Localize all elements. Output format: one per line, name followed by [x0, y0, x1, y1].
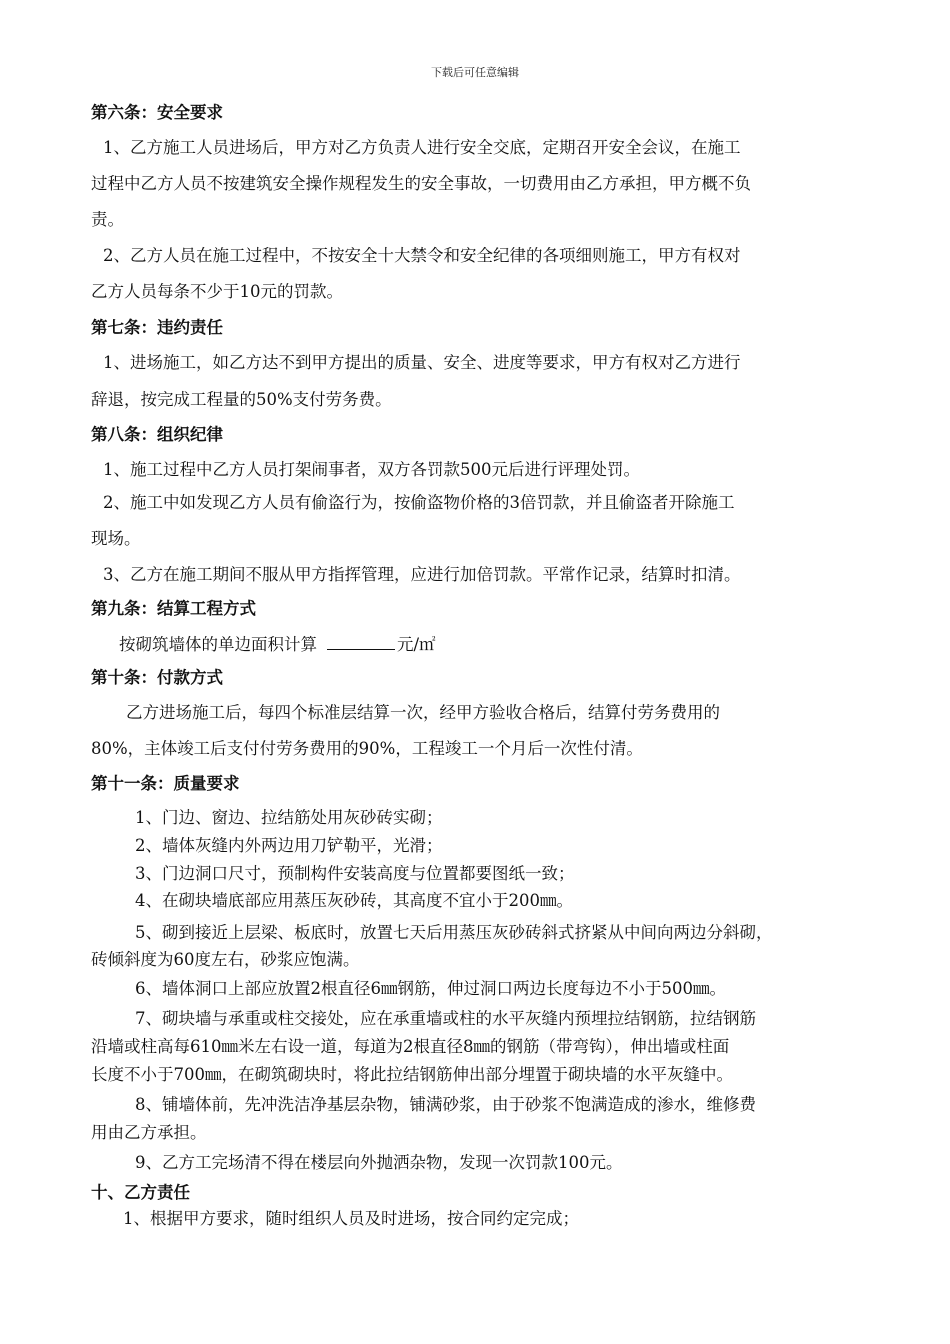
section-10-title: 第十条：付款方式 — [91, 668, 223, 687]
quality-item-6: 6、墙体洞口上部应放置2根直径6㎜钢筋，伸过洞口两边长度每边不小于500㎜。 — [135, 979, 726, 998]
quality-item-8-line2: 用由乙方承担。 — [91, 1123, 207, 1142]
page-header: 下载后可任意编辑 — [431, 66, 519, 79]
section-9-p1-unit: 元/㎡ — [397, 635, 436, 654]
quality-item-5-line2: 砖倾斜度为60度左右，砂浆应饱满。 — [91, 950, 360, 969]
section-11-title: 第十一条：质量要求 — [91, 774, 240, 793]
section-9-p1-text: 按砌筑墙体的单边面积计算 — [119, 635, 317, 654]
section-10-p1-line1: 乙方进场施工后，每四个标准层结算一次，经甲方验收合格后，结算付劳务费用的 — [126, 703, 720, 722]
section-8-title: 第八条：组织纪律 — [91, 425, 223, 444]
section-9-title: 第九条：结算工程方式 — [91, 599, 256, 618]
quality-item-9: 9、乙方工完场清不得在楼层向外抛洒杂物，发现一次罚款100元。 — [135, 1153, 623, 1172]
section-12-title: 十、乙方责任 — [91, 1183, 190, 1202]
section-7-p1-line2: 辞退，按完成工程量的50%支付劳务费。 — [91, 390, 392, 409]
quality-item-8-line1: 8、铺墙体前，先冲洗洁净基层杂物，铺满砂浆，由于砂浆不饱满造成的渗水，维修费 — [135, 1095, 756, 1114]
section-6-p1-line2: 过程中乙方人员不按建筑安全操作规程发生的安全事故，一切费用由乙方承担，甲方概不负 — [91, 174, 751, 193]
section-10-p1-line2: 80%，主体竣工后支付付劳务费用的90%，工程竣工一个月后一次性付清。 — [91, 739, 643, 758]
section-8-p3: 3、乙方在施工期间不服从甲方指挥管理，应进行加倍罚款。平常作记录，结算时扣清。 — [103, 565, 741, 584]
quality-item-7-line2: 沿墙或柱高每610㎜米左右设一道，每道为2根直径8㎜的钢筋（带弯钩），伸出墙或柱面 — [91, 1037, 730, 1056]
section-6-p2-line2: 乙方人员每条不少于10元的罚款。 — [91, 282, 343, 301]
quality-item-7-line3: 长度不小于700㎜，在砌筑砌块时，将此拉结钢筋伸出部分埋置于砌块墙的水平灰缝中。 — [91, 1065, 733, 1084]
section-7-title: 第七条：违约责任 — [91, 318, 223, 337]
quality-item-1: 1、门边、窗边、拉结筋处用灰砂砖实砌； — [135, 808, 443, 827]
quality-item-3: 3、门边洞口尺寸，预制构件安装高度与位置都要图纸一致； — [135, 864, 575, 883]
section-8-p2-line1: 2、施工中如发现乙方人员有偷盗行为，按偷盗物价格的3倍罚款，并且偷盗者开除施工 — [103, 493, 735, 512]
section-6-p2-line1: 2、乙方人员在施工过程中，不按安全十大禁令和安全纪律的各项细则施工，甲方有权对 — [103, 246, 741, 265]
section-6-p1-line3: 责。 — [91, 210, 124, 229]
section-8-p2-line2: 现场。 — [91, 529, 141, 548]
quality-item-2: 2、墙体灰缝内外两边用刀铲勒平，光滑； — [135, 836, 443, 855]
section-8-p1: 1、施工过程中乙方人员打架闹事者，双方各罚款500元后进行评理处罚。 — [103, 460, 640, 479]
quality-item-5-line1: 5、砌到接近上层梁、板底时，放置七天后用蒸压灰砂砖斜式挤紧从中间向两边分斜砌， — [135, 923, 773, 942]
section-6-p1-line1: 1、乙方施工人员进场后，甲方对乙方负责人进行安全交底，定期召开安全会议，在施工 — [103, 138, 741, 157]
section-6-title: 第六条：安全要求 — [91, 103, 223, 122]
section-12-p1: 1、根据甲方要求，随时组织人员及时进场，按合同约定完成； — [123, 1209, 579, 1228]
price-blank — [327, 633, 395, 650]
section-7-p1-line1: 1、进场施工，如乙方达不到甲方提出的质量、安全、进度等要求，甲方有权对乙方进行 — [103, 353, 741, 372]
quality-item-7-line1: 7、砌块墙与承重或柱交接处，应在承重墙或柱的水平灰缝内预埋拉结钢筋，拉结钢筋 — [135, 1009, 756, 1028]
section-9-p1 — [119, 633, 436, 656]
quality-item-4: 4、在砌块墙底部应用蒸压灰砂砖，其高度不宜小于200㎜。 — [135, 891, 573, 910]
